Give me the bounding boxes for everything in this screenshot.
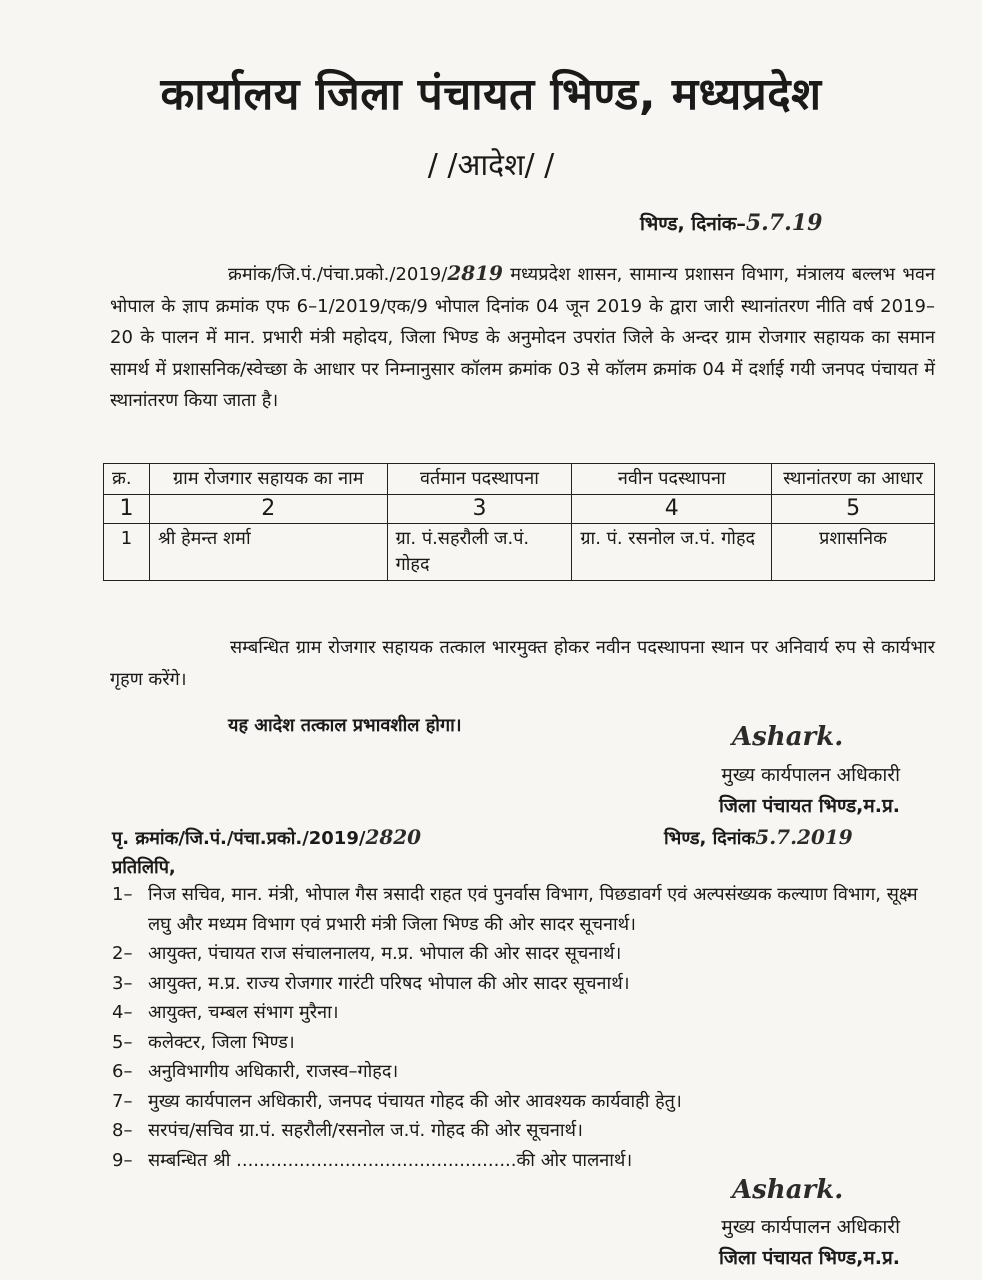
- column-number: 2: [149, 495, 387, 524]
- list-text: अनुविभागीय अधिकारी, राजस्व–गोहद।: [148, 1061, 399, 1082]
- column-number: 3: [387, 495, 572, 524]
- list-number: 1–: [112, 884, 133, 905]
- list-text: आयुक्त, पंचायत राज संचालनालय, म.प्र. भोपाल की ओर सादर सूचनार्थ।: [148, 943, 622, 964]
- cell-transfer-basis: प्रशासनिक: [772, 524, 935, 581]
- list-number: 9–: [112, 1149, 133, 1171]
- effect-line: यह आदेश तत्काल प्रभावशील होगा।: [228, 715, 462, 736]
- signature-1: Ashark.: [732, 722, 844, 752]
- list-item: [112, 1057, 937, 1087]
- signatory-block-2: [688, 1212, 900, 1274]
- handwritten-date: 5.7.2019: [755, 825, 853, 849]
- list-number: 3–: [112, 972, 133, 994]
- order-place-date: [640, 210, 822, 236]
- cell-serial: 1: [104, 524, 150, 581]
- office-name: जिला पंचायत भिण्ड,म.प्र.: [719, 1247, 900, 1269]
- handwritten-endorsement-number: 2820: [365, 825, 422, 849]
- list-number: 8–: [112, 1120, 133, 1141]
- office-title: कार्यालय जिला पंचायत भिण्ड, मध्यप्रदेश: [160, 69, 822, 120]
- place-date-label: भिण्ड, दिनांक: [664, 828, 756, 849]
- column-number: 1: [104, 495, 150, 524]
- order-heading: / /आदेश/ /: [427, 148, 555, 183]
- order-paragraph: [110, 258, 935, 417]
- list-text: सम्बन्धित श्री .................................................की ओर पालनार्थ।: [148, 1149, 633, 1171]
- list-item: [112, 880, 937, 939]
- list-text: निज सचिव, मान. मंत्री, भोपाल गैस त्रसादी राहत एवं पुनर्वास विभाग, पिछडावर्ग एवं अल्पसंख्यक कल्याण विभाग, सूक्ष्म लघु और मध्यम विभाग एवं प्रभारी मंत्री जिला भिण्ड की ओर सादर सूचनार्थ।: [148, 884, 918, 935]
- list-text: मुख्य कार्यपालन अधिकारी, जनपद पंचायत गोहद की ओर आवश्यक कार्यवाही हेतु।: [148, 1090, 682, 1112]
- list-text: आयुक्त, म.प्र. राज्य रोजगार गारंटी परिषद भोपाल की ओर सादर सूचनार्थ।: [148, 972, 630, 994]
- copy-to-title: प्रतिलिपि,: [112, 857, 176, 878]
- transfer-table: [103, 463, 935, 581]
- order-paragraph-text: मध्यप्रदेश शासन, सामान्य प्रशासन विभाग, मंत्रालय बल्लभ भवन भोपाल के ज्ञाप क्रमांक एफ 6–1/2019/एक/9 भोपाल दिनांक 04 जून 2019 के द्वारा जारी स्थानांतरण नीति वर्ष 2019–20 के पालन में मान. प्रभारी मंत्री महोदय, जिला भिण्ड के अनुमोदन उपरांत जिले के अन्दर ग्राम रोजगार सहायक का समान सामर्थ में प्रशासनिक/स्वेच्छा के आधार पर निम्नानुसार कॉलम क्रमांक 03 से कॉलम क्रमांक 04 में दर्शाई गयी जनपद पंचायत में स्थानांतरण किया जाता है।: [110, 264, 935, 411]
- relieve-paragraph: सम्बन्धित ग्राम रोजगार सहायक तत्काल भारमुक्त होकर नवीन पदस्थापना स्थान पर अनिवार्य रुप से कार्यभार गृहण करेंगे।: [110, 637, 935, 690]
- cell-name: श्री हेमन्त शर्मा: [149, 524, 387, 581]
- list-item: [112, 969, 937, 999]
- table-header-row: [104, 464, 935, 495]
- office-name: जिला पंचायत भिण्ड,म.प्र.: [719, 795, 900, 817]
- list-item: [112, 1028, 937, 1058]
- cell-new-posting: ग्रा. पं. रसनोल ज.पं. गोहद: [572, 524, 772, 581]
- signature-2: Ashark.: [732, 1175, 844, 1205]
- table-row: [104, 524, 935, 581]
- list-number: 5–: [112, 1031, 133, 1053]
- list-text: कलेक्टर, जिला भिण्ड।: [148, 1031, 295, 1053]
- designation: मुख्य कार्यपालन अधिकारी: [721, 1216, 900, 1238]
- handwritten-date: 5.7.19: [745, 210, 823, 236]
- list-item: [112, 939, 937, 969]
- signatory-block-1: [688, 760, 900, 822]
- list-number: 6–: [112, 1061, 133, 1082]
- list-text: सरपंच/सचिव ग्रा.पं. सहरौली/रसनोल ज.पं. गोहद की ओर सूचनार्थ।: [148, 1120, 583, 1141]
- list-item: [112, 998, 937, 1028]
- col-header-current-posting: वर्तमान पदस्थापना: [387, 464, 572, 495]
- designation: मुख्य कार्यपालन अधिकारी: [721, 764, 900, 786]
- list-number: 2–: [112, 943, 133, 964]
- list-number: 7–: [112, 1090, 133, 1112]
- place-date-label: भिण्ड, दिनांक–: [640, 213, 746, 235]
- copy-to-list: [112, 880, 937, 1175]
- col-header-serial: क्र.: [104, 464, 150, 495]
- table-column-number-row: [104, 495, 935, 524]
- list-item: [112, 1087, 937, 1117]
- column-number: 4: [572, 495, 772, 524]
- endorsement-ref-prefix: पृ. क्रमांक/जि.पं./पंचा.प्रको./2019/: [112, 828, 366, 849]
- col-header-new-posting: नवीन पदस्थापना: [572, 464, 772, 495]
- endorsement-place-date: [664, 825, 853, 850]
- reference-number: क्रमांक/जि.पं./पंचा.प्रको./2019/: [228, 264, 448, 285]
- handwritten-ref-number: 2819: [447, 261, 503, 285]
- list-number: 4–: [112, 1002, 133, 1023]
- cell-current-posting: ग्रा. पं.सहरौली ज.पं. गोहद: [387, 524, 572, 581]
- col-header-transfer-basis: स्थानांतरण का आधार: [772, 464, 935, 495]
- list-text: आयुक्त, चम्बल संभाग मुरैना।: [148, 1002, 339, 1023]
- list-item: [112, 1116, 937, 1146]
- col-header-name: ग्राम रोजगार सहायक का नाम: [149, 464, 387, 495]
- endorsement-reference: [112, 825, 421, 850]
- list-item: [112, 1146, 937, 1176]
- column-number: 5: [772, 495, 935, 524]
